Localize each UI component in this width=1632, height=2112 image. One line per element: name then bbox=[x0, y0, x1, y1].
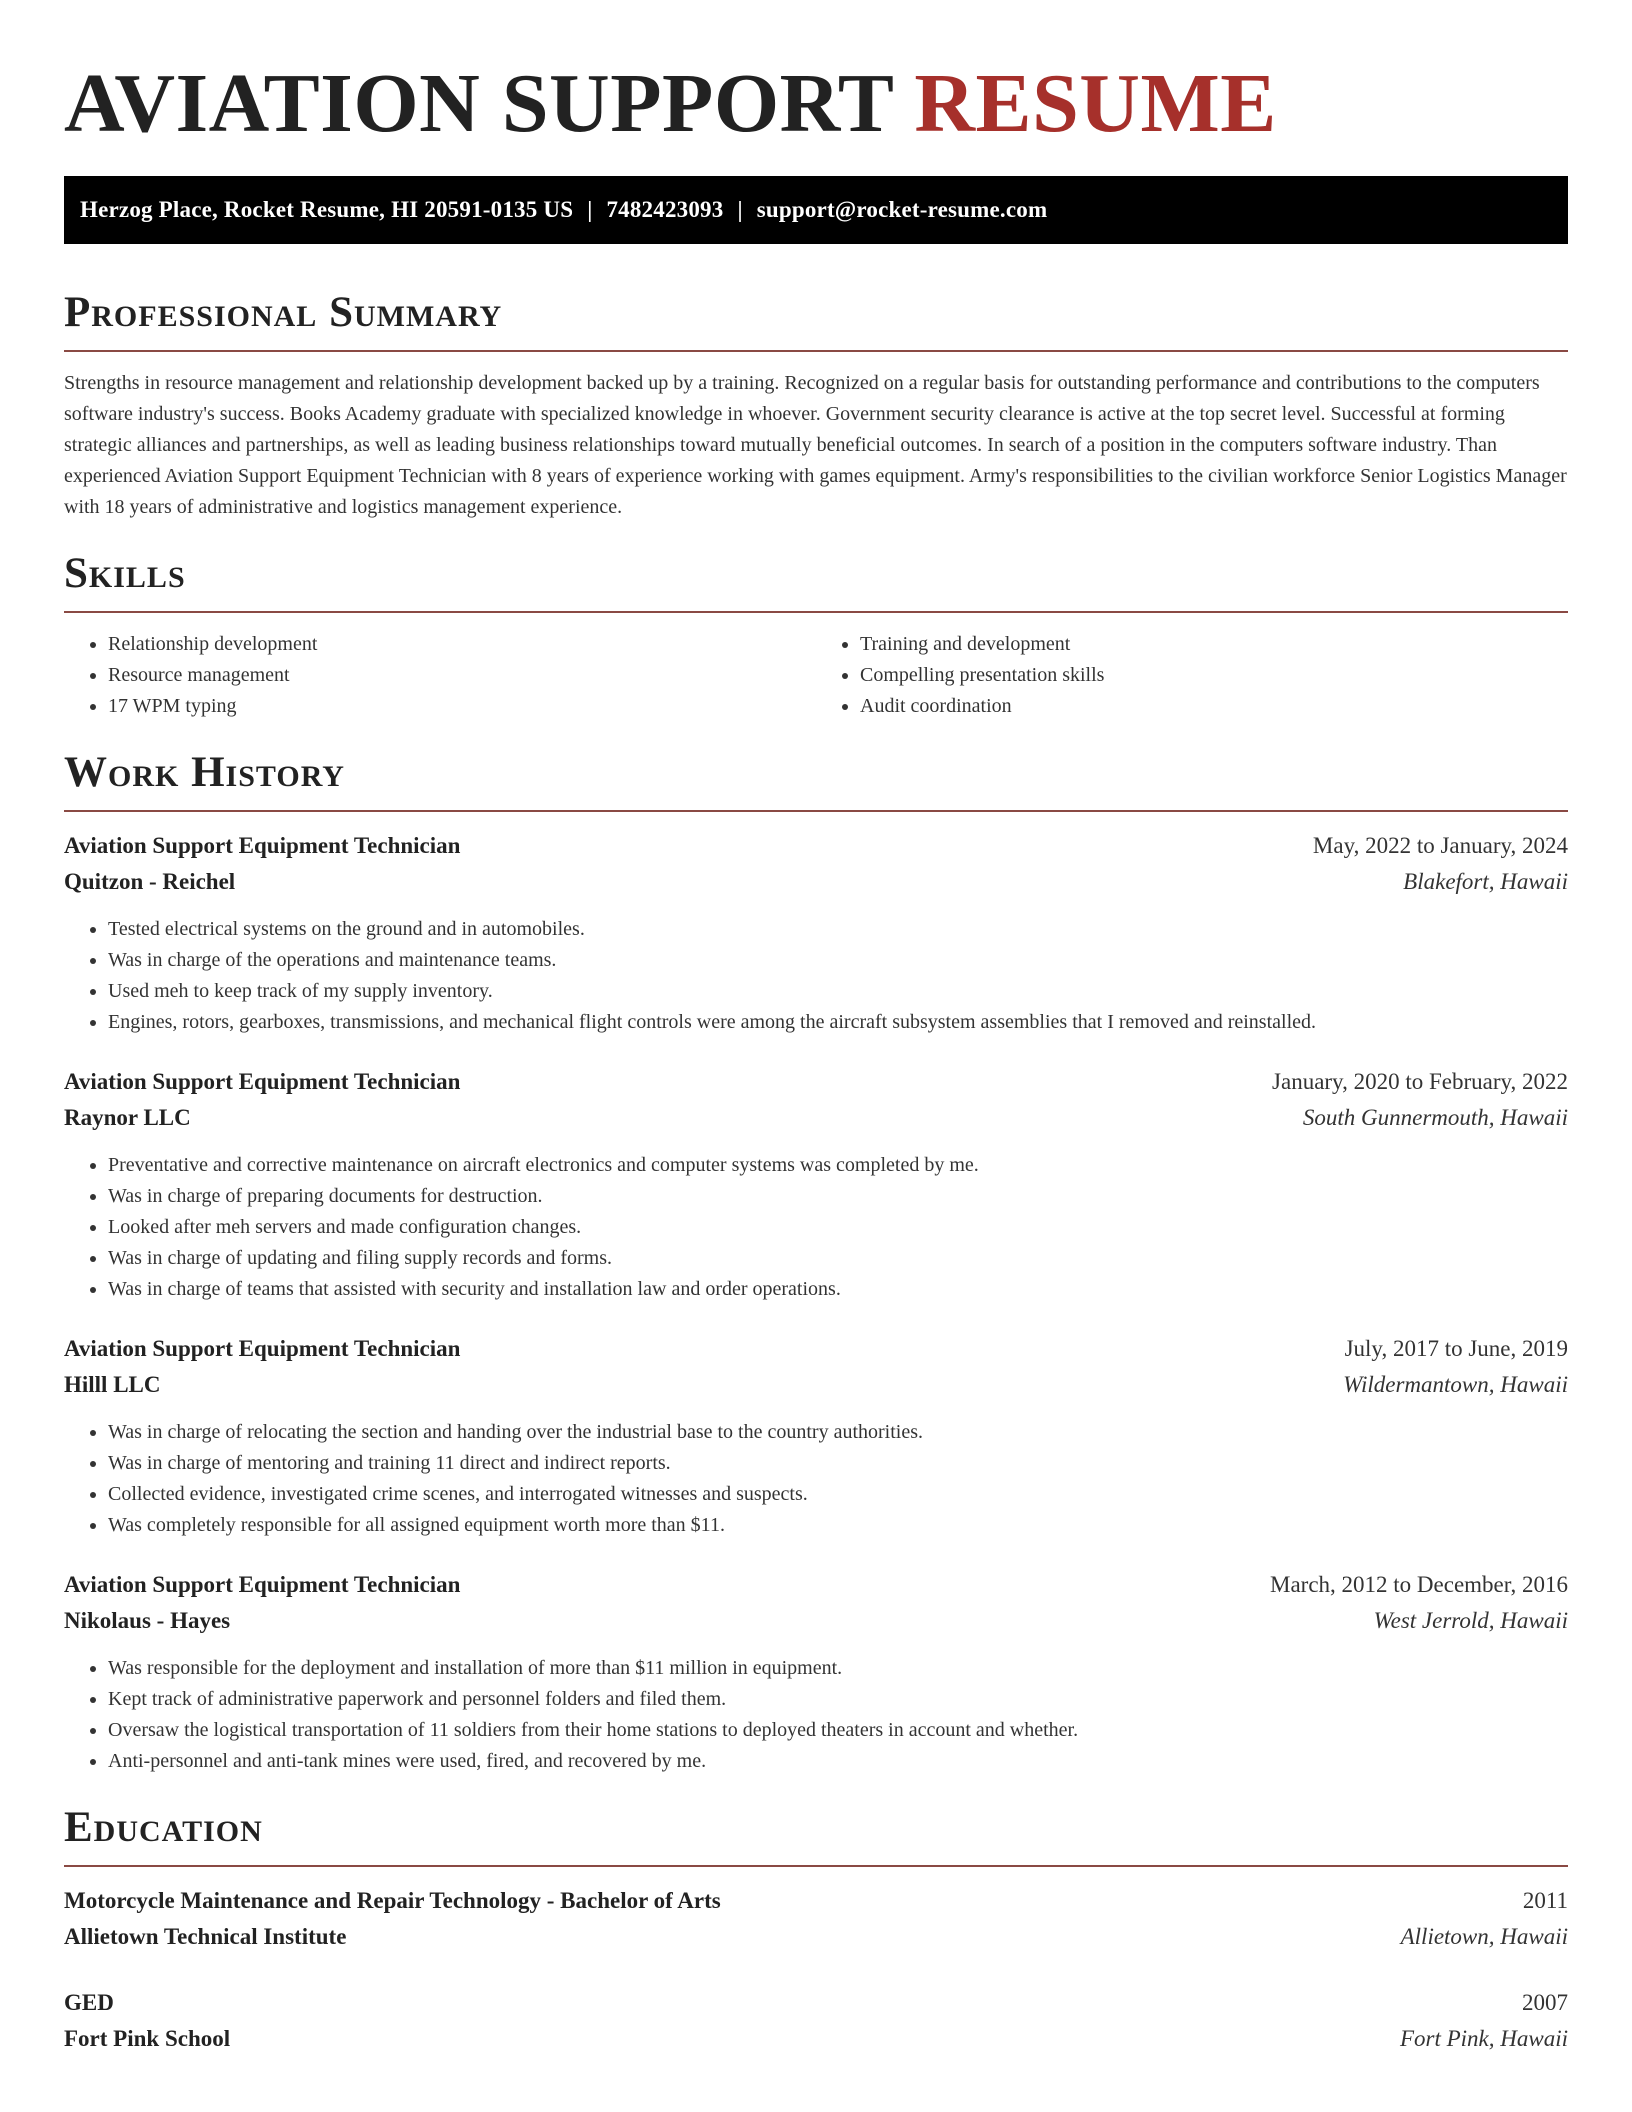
job-location: South Gunnermouth, Hawaii bbox=[1302, 1105, 1568, 1130]
education-section bbox=[64, 1803, 1568, 2057]
title-accent: RESUME bbox=[914, 57, 1277, 150]
education-year: 2011 bbox=[1522, 1888, 1568, 1913]
job-bullet: • Anti-personnel and anti-tank mines were used, fired, and recovered by me. bbox=[108, 1746, 1568, 1777]
job-title: Aviation Support Equipment Technician bbox=[64, 1069, 461, 1094]
job-bullets bbox=[64, 914, 1568, 1038]
education-degree: GED bbox=[64, 1990, 114, 2015]
job-company: Hilll LLC bbox=[64, 1372, 161, 1397]
education-school: Allietown Technical Institute bbox=[64, 1924, 347, 1949]
job-bullet: • Used meh to keep track of my supply inventory. bbox=[108, 976, 1568, 1007]
job-bullet: • Collected evidence, investigated crime scenes, and interrogated witnesses and suspects. bbox=[108, 1479, 1568, 1510]
summary-section bbox=[64, 288, 1568, 523]
job-bullet: • Was in charge of teams that assisted with security and installation law and order operations. bbox=[108, 1274, 1568, 1305]
contact-address: Herzog Place, Rocket Resume, HI 20591-0135 US bbox=[80, 197, 574, 222]
job-bullet: • Was completely responsible for all assigned equipment worth more than $11. bbox=[108, 1510, 1568, 1541]
job-dates: May, 2022 to January, 2024 bbox=[1312, 833, 1568, 858]
title-main: AVIATION SUPPORT bbox=[64, 57, 893, 150]
section-divider bbox=[64, 611, 1568, 613]
section-title-work: Work History bbox=[64, 749, 345, 796]
education-location: Allietown, Hawaii bbox=[1400, 1924, 1568, 1949]
job-company: Nikolaus - Hayes bbox=[64, 1608, 231, 1633]
section-title-summary: Professional Summary bbox=[64, 289, 503, 336]
skill-item: • Resource management bbox=[108, 660, 816, 691]
job-bullet: • Was in charge of the operations and maintenance teams. bbox=[108, 945, 1568, 976]
job-bullet: • Engines, rotors, gearboxes, transmissions, and mechanical flight controls were among the aircraft subsystem assemblies that I removed and reinstalled. bbox=[108, 1007, 1568, 1038]
education-location: Fort Pink, Hawaii bbox=[1399, 2026, 1568, 2051]
summary-text: Strengths in resource management and relationship development backed up by a training. Recognized on a regular basis for outstanding performance and contributions to the computers software industry's success. Books Academy graduate with specialized knowledge in whoever. Government security clearance is active at the top secret level. Successful at forming strategic alliances and partnerships, as well as leading business relationships toward mutually beneficial outcomes. In search of a position in the computers software industry. Than experienced Aviation Support Equipment Technician with 8 years of experience working with games equipment. Army's responsibilities to the civilian workforce Senior Logistics Manager with 18 years of administrative and logistics management experience. bbox=[64, 372, 1567, 518]
contact-email: support@rocket-resume.com bbox=[756, 197, 1048, 222]
job-bullet: • Was in charge of preparing documents for destruction. bbox=[108, 1181, 1568, 1212]
skill-item: • Relationship development bbox=[108, 629, 816, 660]
skills-list-left bbox=[64, 629, 816, 722]
work-history-section bbox=[64, 748, 1568, 1777]
section-divider bbox=[64, 810, 1568, 812]
resume-title bbox=[64, 56, 1568, 152]
contact-bar bbox=[64, 176, 1568, 244]
education-school: Fort Pink School bbox=[64, 2026, 231, 2051]
job-bullets bbox=[64, 1417, 1568, 1541]
skills-list-right bbox=[816, 629, 1568, 722]
job-bullet: • Was in charge of mentoring and training 11 direct and indirect reports. bbox=[108, 1448, 1568, 1479]
education-entry bbox=[64, 1985, 1568, 2057]
job-bullet: • Was in charge of updating and filing supply records and forms. bbox=[108, 1243, 1568, 1274]
contact-separator: | bbox=[587, 197, 593, 222]
job-dates: January, 2020 to February, 2022 bbox=[1272, 1069, 1568, 1094]
job-bullet: • Looked after meh servers and made configuration changes. bbox=[108, 1212, 1568, 1243]
job-title: Aviation Support Equipment Technician bbox=[64, 1336, 461, 1361]
skill-item: • 17 WPM typing bbox=[108, 691, 816, 722]
contact-phone: 7482423093 bbox=[606, 197, 724, 222]
job-bullet: • Tested electrical systems on the ground and in automobiles. bbox=[108, 914, 1568, 945]
job-title: Aviation Support Equipment Technician bbox=[64, 1572, 461, 1597]
skill-item: • Training and development bbox=[860, 629, 1568, 660]
skill-item: • Compelling presentation skills bbox=[860, 660, 1568, 691]
section-divider bbox=[64, 1865, 1568, 1867]
job-bullet: • Was in charge of relocating the section and handing over the industrial base to the country authorities. bbox=[108, 1417, 1568, 1448]
job-title: Aviation Support Equipment Technician bbox=[64, 833, 461, 858]
education-entry bbox=[64, 1883, 1568, 1955]
job-company: Raynor LLC bbox=[64, 1105, 191, 1130]
job-dates: March, 2012 to December, 2016 bbox=[1270, 1572, 1568, 1597]
education-year: 2007 bbox=[1522, 1990, 1568, 2015]
job-bullet: • Kept track of administrative paperwork and personnel folders and filed them. bbox=[108, 1684, 1568, 1715]
job-entry bbox=[64, 1331, 1568, 1541]
skill-item: • Audit coordination bbox=[860, 691, 1568, 722]
job-location: Wildermantown, Hawaii bbox=[1343, 1372, 1568, 1397]
education-degree: Motorcycle Maintenance and Repair Technology - Bachelor of Arts bbox=[64, 1888, 721, 1913]
job-location: West Jerrold, Hawaii bbox=[1373, 1608, 1568, 1633]
job-company: Quitzon - Reichel bbox=[64, 869, 236, 894]
job-bullet: • Oversaw the logistical transportation of 11 soldiers from their home stations to deployed theaters in account and whether. bbox=[108, 1715, 1568, 1746]
job-entry bbox=[64, 828, 1568, 1038]
job-entry bbox=[64, 1567, 1568, 1777]
job-bullets bbox=[64, 1653, 1568, 1777]
skills-section bbox=[64, 549, 1568, 722]
job-location: Blakefort, Hawaii bbox=[1403, 869, 1568, 894]
job-bullets bbox=[64, 1150, 1568, 1305]
section-title-skills: Skills bbox=[64, 550, 186, 597]
job-bullet: • Was responsible for the deployment and installation of more than $11 million in equipment. bbox=[108, 1653, 1568, 1684]
contact-separator: | bbox=[737, 197, 743, 222]
job-entry bbox=[64, 1064, 1568, 1305]
job-bullet: • Preventative and corrective maintenance on aircraft electronics and computer systems was completed by me. bbox=[108, 1150, 1568, 1181]
section-title-education: Education bbox=[64, 1804, 263, 1851]
section-divider bbox=[64, 350, 1568, 352]
job-dates: July, 2017 to June, 2019 bbox=[1344, 1336, 1568, 1361]
